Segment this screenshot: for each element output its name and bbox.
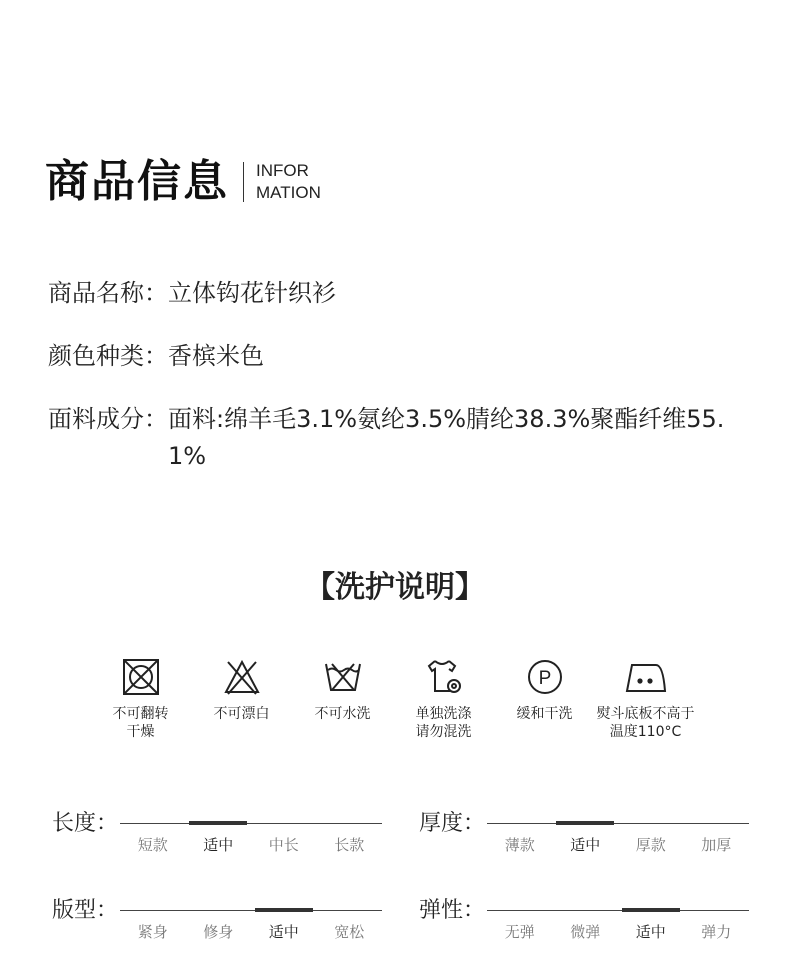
scale-marker: [622, 908, 680, 912]
scale-option: 厚款: [635, 836, 666, 854]
care-label: 单独洗涤 请勿混洗: [415, 706, 472, 740]
care-label: 不可翻转 干燥: [112, 706, 169, 740]
scale-marker: [556, 821, 614, 825]
care-icons: [90, 655, 755, 741]
scale-track: [487, 823, 749, 824]
info-label: 商品名称：: [48, 279, 168, 307]
scale-option: 紧身: [137, 923, 168, 941]
info-value: 香槟米色: [168, 342, 264, 370]
info-value: 立体钩花针织衫: [168, 279, 336, 307]
svg-text:P: P: [538, 668, 551, 689]
care-item: [90, 655, 191, 741]
product-info: [48, 275, 748, 501]
no-water-wash-icon: [321, 655, 365, 699]
scale-thickness: [419, 809, 749, 879]
iron-low-temp-icon: [624, 655, 668, 699]
care-label: 不可水洗: [314, 706, 371, 722]
scale-option: 长款: [334, 836, 365, 854]
info-row-material: [48, 401, 748, 475]
scale-option: 无弹: [504, 923, 535, 941]
scale-option: 薄款: [504, 836, 535, 854]
title-en-line1: INFOR: [256, 161, 309, 180]
section-header: [45, 156, 321, 207]
scale-option: 适中: [635, 923, 666, 941]
care-item: [494, 655, 595, 741]
scale-length: [52, 809, 382, 879]
scale-option: 加厚: [701, 836, 732, 854]
scale-track: [120, 823, 382, 824]
info-row-name: [48, 275, 748, 312]
gentle-dry-clean-icon: [523, 655, 567, 699]
info-label: 颜色种类：: [48, 342, 168, 370]
care-label: 缓和干洗: [516, 706, 573, 722]
scale-option: 修身: [203, 923, 234, 941]
scale-option: 微弹: [570, 923, 601, 941]
no-bleach-icon: [220, 655, 264, 699]
scale-track: [487, 910, 749, 911]
care-item: [393, 655, 494, 741]
scale-track: [120, 910, 382, 911]
scale-options: [120, 835, 382, 855]
scale-marker: [189, 821, 247, 825]
care-label: 不可漂白: [213, 706, 270, 722]
care-item: [595, 655, 696, 741]
scale-label: 弹性：: [419, 898, 486, 923]
care-title: 【洗护说明】: [305, 570, 485, 605]
info-value: 面料:绵羊毛3.1%氨纶3.5%腈纶38.3%聚酯纤维55.1%: [168, 405, 725, 470]
scale-marker: [255, 908, 313, 912]
care-item: [191, 655, 292, 741]
info-label: 面料成分：: [48, 405, 168, 433]
scale-options: [487, 922, 749, 942]
care-item: [292, 655, 393, 741]
header-divider: [243, 162, 244, 202]
section-title: 商品信息: [45, 156, 229, 207]
info-row-color: [48, 338, 748, 375]
care-label: 熨斗底板不高于 温度110°C: [596, 706, 695, 740]
scale-elasticity: [419, 896, 749, 966]
scale-option: 适中: [570, 836, 601, 854]
section-title-en: [256, 160, 321, 204]
scale-options: [120, 922, 382, 942]
scale-option: 宽松: [334, 923, 365, 941]
scale-label: 版型：: [52, 898, 119, 923]
no-tumble-dry-icon: [119, 655, 163, 699]
scale-option: 中长: [268, 836, 299, 854]
scale-option: 适中: [203, 836, 234, 854]
scale-option: 适中: [268, 923, 299, 941]
scale-label: 厚度：: [419, 811, 486, 836]
scale-fit: [52, 896, 382, 966]
title-en-line2: MATION: [256, 183, 321, 202]
scale-label: 长度：: [52, 811, 119, 836]
scale-option: 弹力: [701, 923, 732, 941]
wash-separately-icon: [422, 655, 466, 699]
scale-option: 短款: [137, 836, 168, 854]
scale-options: [487, 835, 749, 855]
